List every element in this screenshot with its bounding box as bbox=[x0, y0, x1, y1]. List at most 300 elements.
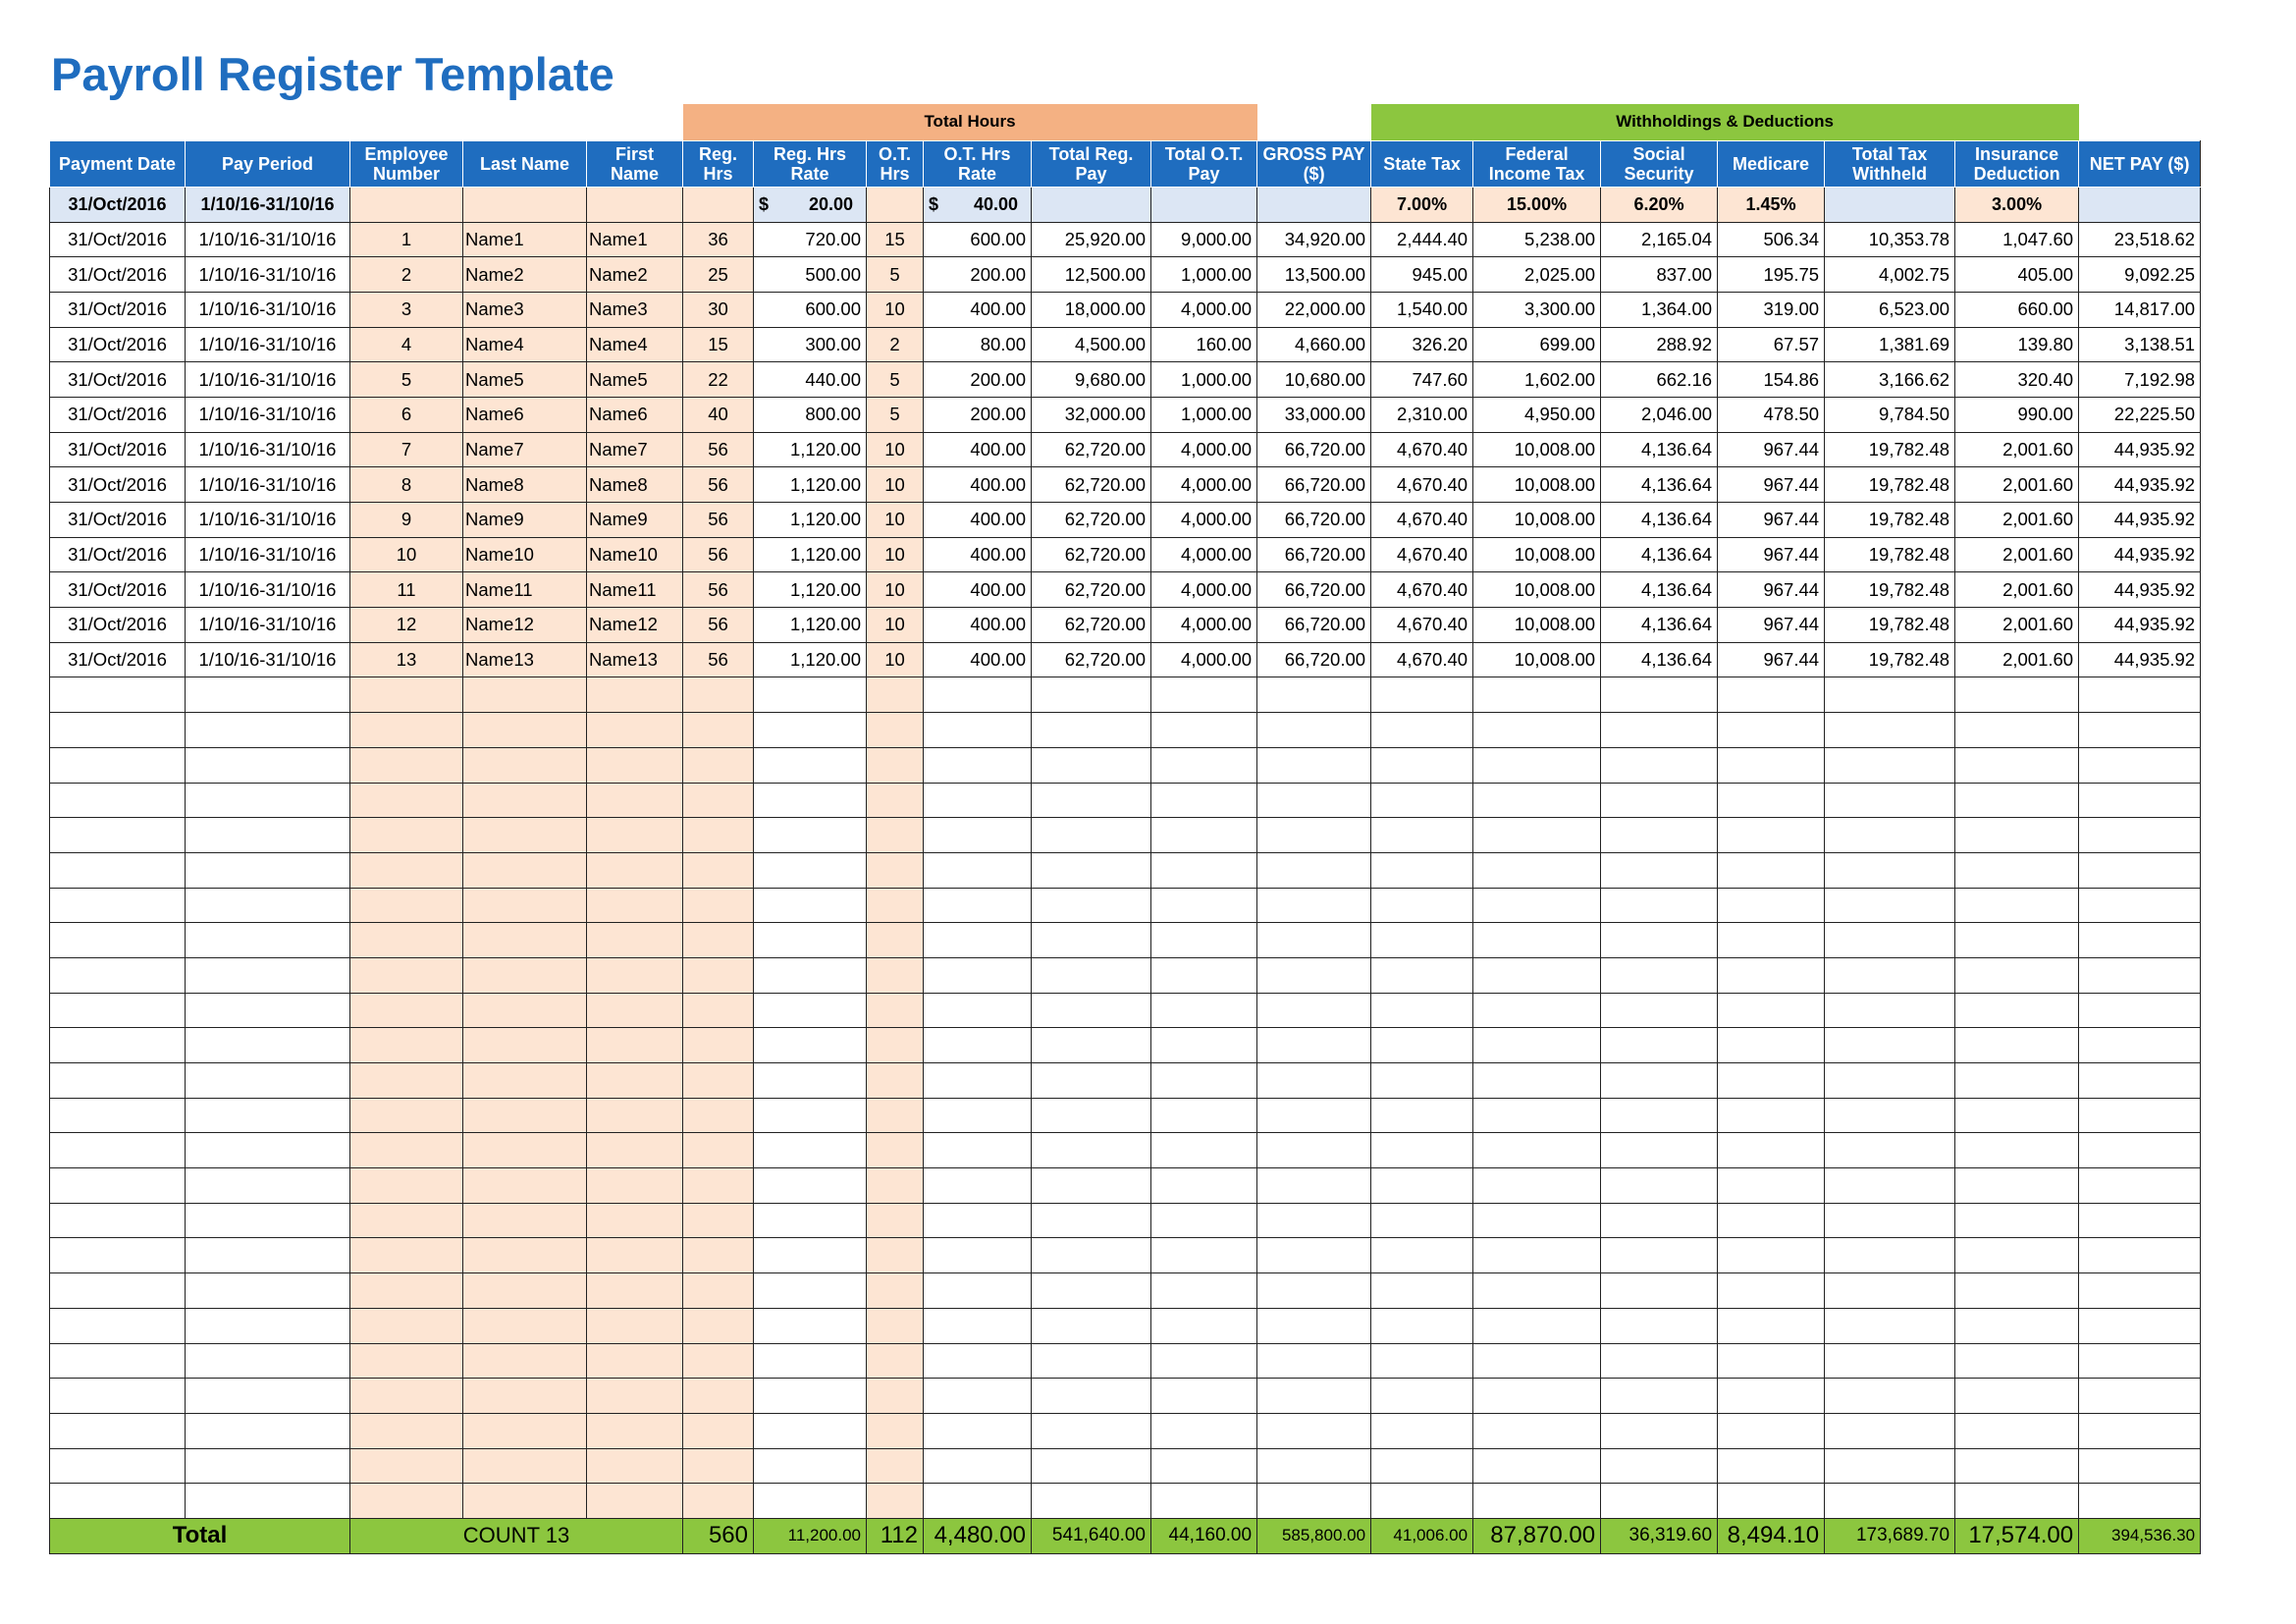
empty-cell[interactable] bbox=[1955, 1238, 2079, 1273]
empty-cell[interactable] bbox=[186, 713, 350, 748]
table-cell[interactable]: 2,001.60 bbox=[1955, 572, 2079, 608]
table-cell[interactable]: 4,000.00 bbox=[1151, 292, 1257, 327]
empty-cell[interactable] bbox=[587, 1028, 683, 1063]
empty-cell[interactable] bbox=[2079, 1203, 2201, 1238]
empty-cell[interactable] bbox=[463, 1308, 587, 1343]
table-cell[interactable]: Name12 bbox=[463, 608, 587, 643]
empty-cell[interactable] bbox=[1825, 1063, 1955, 1099]
table-cell[interactable]: 5 bbox=[867, 362, 924, 398]
empty-cell[interactable] bbox=[1257, 818, 1371, 853]
empty-cell[interactable] bbox=[1371, 1063, 1473, 1099]
table-cell[interactable]: 400.00 bbox=[924, 467, 1032, 503]
empty-cell[interactable] bbox=[350, 1063, 463, 1099]
empty-cell[interactable] bbox=[1257, 1448, 1371, 1484]
empty-cell[interactable] bbox=[867, 747, 924, 783]
empty-cell[interactable] bbox=[1825, 923, 1955, 958]
empty-cell[interactable] bbox=[350, 713, 463, 748]
insurance-rate[interactable]: 3.00% bbox=[1955, 187, 2079, 222]
table-cell[interactable]: 400.00 bbox=[924, 608, 1032, 643]
table-cell[interactable]: 31/Oct/2016 bbox=[50, 642, 186, 677]
empty-cell[interactable] bbox=[1718, 852, 1825, 888]
empty-cell[interactable] bbox=[1601, 1203, 1718, 1238]
table-cell[interactable]: Name11 bbox=[587, 572, 683, 608]
empty-cell[interactable] bbox=[587, 783, 683, 818]
empty-cell[interactable] bbox=[350, 1238, 463, 1273]
empty-cell[interactable] bbox=[2079, 677, 2201, 713]
rate-empty-cell[interactable] bbox=[1032, 187, 1151, 222]
empty-cell[interactable] bbox=[1151, 1063, 1257, 1099]
table-cell[interactable]: Name9 bbox=[463, 503, 587, 538]
table-cell[interactable]: 200.00 bbox=[924, 362, 1032, 398]
empty-cell[interactable] bbox=[1371, 677, 1473, 713]
empty-cell[interactable] bbox=[924, 852, 1032, 888]
rate-pay-period[interactable]: 1/10/16-31/10/16 bbox=[186, 187, 350, 222]
table-cell[interactable]: 4,136.64 bbox=[1601, 432, 1718, 467]
table-cell[interactable]: 967.44 bbox=[1718, 642, 1825, 677]
empty-cell[interactable] bbox=[867, 1343, 924, 1379]
empty-cell[interactable] bbox=[1601, 1448, 1718, 1484]
table-cell[interactable]: 44,935.92 bbox=[2079, 572, 2201, 608]
table-cell[interactable]: Name5 bbox=[463, 362, 587, 398]
table-cell[interactable]: 1/10/16-31/10/16 bbox=[186, 503, 350, 538]
table-cell[interactable]: 200.00 bbox=[924, 397, 1032, 432]
empty-cell[interactable] bbox=[1151, 783, 1257, 818]
table-cell[interactable]: Name3 bbox=[463, 292, 587, 327]
empty-cell[interactable] bbox=[1825, 1203, 1955, 1238]
rate-empty-cell[interactable] bbox=[683, 187, 754, 222]
empty-cell[interactable] bbox=[587, 1484, 683, 1519]
empty-cell[interactable] bbox=[1032, 783, 1151, 818]
empty-cell[interactable] bbox=[1955, 1273, 2079, 1309]
table-cell[interactable]: 4,000.00 bbox=[1151, 503, 1257, 538]
table-cell[interactable]: 10 bbox=[350, 537, 463, 572]
empty-cell[interactable] bbox=[754, 713, 867, 748]
rate-payment-date[interactable]: 31/Oct/2016 bbox=[50, 187, 186, 222]
table-cell[interactable]: 10 bbox=[867, 503, 924, 538]
table-cell[interactable]: 967.44 bbox=[1718, 608, 1825, 643]
table-cell[interactable]: 56 bbox=[683, 467, 754, 503]
table-cell[interactable]: 1/10/16-31/10/16 bbox=[186, 362, 350, 398]
empty-cell[interactable] bbox=[2079, 923, 2201, 958]
table-cell[interactable]: 11 bbox=[350, 572, 463, 608]
empty-cell[interactable] bbox=[1473, 747, 1601, 783]
table-cell[interactable]: 67.57 bbox=[1718, 327, 1825, 362]
table-cell[interactable]: 400.00 bbox=[924, 292, 1032, 327]
table-cell[interactable]: 56 bbox=[683, 537, 754, 572]
empty-cell[interactable] bbox=[1032, 1308, 1151, 1343]
empty-cell[interactable] bbox=[1955, 957, 2079, 993]
empty-cell[interactable] bbox=[683, 1238, 754, 1273]
table-cell[interactable]: 9,784.50 bbox=[1825, 397, 1955, 432]
table-cell[interactable]: Name8 bbox=[463, 467, 587, 503]
empty-cell[interactable] bbox=[1718, 1343, 1825, 1379]
empty-cell[interactable] bbox=[867, 1203, 924, 1238]
empty-cell[interactable] bbox=[1371, 1308, 1473, 1343]
empty-cell[interactable] bbox=[50, 888, 186, 923]
table-cell[interactable]: 699.00 bbox=[1473, 327, 1601, 362]
empty-cell[interactable] bbox=[587, 993, 683, 1028]
empty-cell[interactable] bbox=[2079, 818, 2201, 853]
empty-cell[interactable] bbox=[1032, 818, 1151, 853]
empty-cell[interactable] bbox=[1257, 1063, 1371, 1099]
empty-cell[interactable] bbox=[1601, 1133, 1718, 1168]
table-cell[interactable]: 10 bbox=[867, 572, 924, 608]
empty-cell[interactable] bbox=[1151, 1379, 1257, 1414]
empty-cell[interactable] bbox=[1601, 677, 1718, 713]
empty-cell[interactable] bbox=[683, 1448, 754, 1484]
table-cell[interactable]: 2,001.60 bbox=[1955, 642, 2079, 677]
empty-cell[interactable] bbox=[1151, 713, 1257, 748]
table-cell[interactable]: 9,000.00 bbox=[1151, 222, 1257, 257]
empty-cell[interactable] bbox=[924, 747, 1032, 783]
table-cell[interactable]: 19,782.48 bbox=[1825, 572, 1955, 608]
empty-cell[interactable] bbox=[754, 993, 867, 1028]
empty-cell[interactable] bbox=[186, 923, 350, 958]
table-cell[interactable]: 44,935.92 bbox=[2079, 608, 2201, 643]
empty-cell[interactable] bbox=[1032, 1133, 1151, 1168]
empty-cell[interactable] bbox=[924, 888, 1032, 923]
empty-cell[interactable] bbox=[463, 1238, 587, 1273]
empty-cell[interactable] bbox=[754, 1238, 867, 1273]
empty-cell[interactable] bbox=[350, 783, 463, 818]
empty-cell[interactable] bbox=[1718, 713, 1825, 748]
empty-cell[interactable] bbox=[1601, 1273, 1718, 1309]
table-cell[interactable]: 800.00 bbox=[754, 397, 867, 432]
table-cell[interactable]: 10,008.00 bbox=[1473, 467, 1601, 503]
empty-cell[interactable] bbox=[50, 713, 186, 748]
table-cell[interactable]: 10,008.00 bbox=[1473, 503, 1601, 538]
table-cell[interactable]: 62,720.00 bbox=[1032, 432, 1151, 467]
empty-cell[interactable] bbox=[1473, 1273, 1601, 1309]
empty-cell[interactable] bbox=[350, 1343, 463, 1379]
rate-empty-cell[interactable] bbox=[1825, 187, 1955, 222]
table-cell[interactable]: 6 bbox=[350, 397, 463, 432]
table-cell[interactable]: 62,720.00 bbox=[1032, 503, 1151, 538]
empty-cell[interactable] bbox=[1371, 1343, 1473, 1379]
rate-empty-cell[interactable] bbox=[1151, 187, 1257, 222]
empty-cell[interactable] bbox=[867, 1448, 924, 1484]
table-cell[interactable]: 6,523.00 bbox=[1825, 292, 1955, 327]
empty-cell[interactable] bbox=[350, 888, 463, 923]
empty-cell[interactable] bbox=[1718, 1484, 1825, 1519]
empty-cell[interactable] bbox=[1955, 993, 2079, 1028]
table-cell[interactable]: 4,000.00 bbox=[1151, 432, 1257, 467]
table-cell[interactable]: 662.16 bbox=[1601, 362, 1718, 398]
empty-cell[interactable] bbox=[867, 888, 924, 923]
empty-cell[interactable] bbox=[867, 1379, 924, 1414]
empty-cell[interactable] bbox=[1371, 1028, 1473, 1063]
empty-cell[interactable] bbox=[50, 1448, 186, 1484]
empty-cell[interactable] bbox=[1032, 713, 1151, 748]
empty-cell[interactable] bbox=[1151, 1203, 1257, 1238]
empty-cell[interactable] bbox=[1473, 1133, 1601, 1168]
empty-cell[interactable] bbox=[1032, 1028, 1151, 1063]
empty-cell[interactable] bbox=[1601, 713, 1718, 748]
empty-cell[interactable] bbox=[1955, 747, 2079, 783]
table-cell[interactable]: 160.00 bbox=[1151, 327, 1257, 362]
table-cell[interactable]: 4,136.64 bbox=[1601, 572, 1718, 608]
empty-cell[interactable] bbox=[1825, 1168, 1955, 1204]
table-cell[interactable]: Name9 bbox=[587, 503, 683, 538]
table-cell[interactable]: 2,001.60 bbox=[1955, 537, 2079, 572]
table-cell[interactable]: 19,782.48 bbox=[1825, 608, 1955, 643]
table-cell[interactable]: 66,720.00 bbox=[1257, 537, 1371, 572]
empty-cell[interactable] bbox=[1955, 888, 2079, 923]
empty-cell[interactable] bbox=[587, 1448, 683, 1484]
table-cell[interactable]: 2,001.60 bbox=[1955, 432, 2079, 467]
table-cell[interactable]: 1/10/16-31/10/16 bbox=[186, 432, 350, 467]
empty-cell[interactable] bbox=[587, 1168, 683, 1204]
empty-cell[interactable] bbox=[1718, 1413, 1825, 1448]
empty-cell[interactable] bbox=[1032, 888, 1151, 923]
table-cell[interactable]: 139.80 bbox=[1955, 327, 2079, 362]
empty-cell[interactable] bbox=[1955, 1448, 2079, 1484]
table-cell[interactable]: 10 bbox=[867, 432, 924, 467]
empty-cell[interactable] bbox=[924, 1063, 1032, 1099]
empty-cell[interactable] bbox=[2079, 888, 2201, 923]
table-cell[interactable]: 967.44 bbox=[1718, 572, 1825, 608]
empty-cell[interactable] bbox=[1257, 747, 1371, 783]
empty-cell[interactable] bbox=[1601, 888, 1718, 923]
table-cell[interactable]: 990.00 bbox=[1955, 397, 2079, 432]
table-cell[interactable]: 12,500.00 bbox=[1032, 257, 1151, 293]
empty-cell[interactable] bbox=[1825, 852, 1955, 888]
empty-cell[interactable] bbox=[1473, 1063, 1601, 1099]
empty-cell[interactable] bbox=[754, 818, 867, 853]
empty-cell[interactable] bbox=[1825, 1098, 1955, 1133]
table-cell[interactable]: Name1 bbox=[463, 222, 587, 257]
empty-cell[interactable] bbox=[587, 1063, 683, 1099]
medicare-rate[interactable]: 1.45% bbox=[1718, 187, 1825, 222]
table-cell[interactable]: Name6 bbox=[463, 397, 587, 432]
table-cell[interactable]: 1/10/16-31/10/16 bbox=[186, 397, 350, 432]
empty-cell[interactable] bbox=[463, 852, 587, 888]
empty-cell[interactable] bbox=[924, 1168, 1032, 1204]
empty-cell[interactable] bbox=[924, 1203, 1032, 1238]
empty-cell[interactable] bbox=[1473, 923, 1601, 958]
empty-cell[interactable] bbox=[683, 888, 754, 923]
empty-cell[interactable] bbox=[1151, 923, 1257, 958]
table-cell[interactable]: 56 bbox=[683, 642, 754, 677]
empty-cell[interactable] bbox=[754, 957, 867, 993]
empty-cell[interactable] bbox=[1151, 993, 1257, 1028]
table-cell[interactable]: Name4 bbox=[463, 327, 587, 362]
empty-cell[interactable] bbox=[754, 1063, 867, 1099]
reg-hrs-rate-input[interactable] bbox=[754, 187, 867, 222]
rate-empty-cell[interactable] bbox=[2079, 187, 2201, 222]
empty-cell[interactable] bbox=[683, 713, 754, 748]
empty-cell[interactable] bbox=[1151, 1308, 1257, 1343]
empty-cell[interactable] bbox=[1473, 713, 1601, 748]
empty-cell[interactable] bbox=[1955, 1098, 2079, 1133]
empty-cell[interactable] bbox=[50, 1308, 186, 1343]
empty-cell[interactable] bbox=[1151, 818, 1257, 853]
empty-cell[interactable] bbox=[1955, 1413, 2079, 1448]
empty-cell[interactable] bbox=[867, 818, 924, 853]
table-cell[interactable]: 4,002.75 bbox=[1825, 257, 1955, 293]
empty-cell[interactable] bbox=[1257, 852, 1371, 888]
table-cell[interactable]: 10,680.00 bbox=[1257, 362, 1371, 398]
empty-cell[interactable] bbox=[1825, 1413, 1955, 1448]
empty-cell[interactable] bbox=[186, 1098, 350, 1133]
table-cell[interactable]: Name12 bbox=[587, 608, 683, 643]
empty-cell[interactable] bbox=[350, 957, 463, 993]
empty-cell[interactable] bbox=[463, 1203, 587, 1238]
empty-cell[interactable] bbox=[754, 1133, 867, 1168]
empty-cell[interactable] bbox=[1032, 1098, 1151, 1133]
empty-cell[interactable] bbox=[924, 1133, 1032, 1168]
empty-cell[interactable] bbox=[1955, 1133, 2079, 1168]
table-cell[interactable]: 56 bbox=[683, 432, 754, 467]
empty-cell[interactable] bbox=[1257, 1413, 1371, 1448]
table-cell[interactable]: Name13 bbox=[587, 642, 683, 677]
empty-cell[interactable] bbox=[924, 1448, 1032, 1484]
table-cell[interactable]: 837.00 bbox=[1601, 257, 1718, 293]
empty-cell[interactable] bbox=[186, 1273, 350, 1309]
empty-cell[interactable] bbox=[1825, 1028, 1955, 1063]
table-cell[interactable]: 1,120.00 bbox=[754, 503, 867, 538]
empty-cell[interactable] bbox=[1151, 1098, 1257, 1133]
empty-cell[interactable] bbox=[1601, 852, 1718, 888]
table-cell[interactable]: 66,720.00 bbox=[1257, 642, 1371, 677]
table-cell[interactable]: 1/10/16-31/10/16 bbox=[186, 222, 350, 257]
empty-cell[interactable] bbox=[924, 818, 1032, 853]
table-cell[interactable]: 2,001.60 bbox=[1955, 503, 2079, 538]
table-cell[interactable]: 2,444.40 bbox=[1371, 222, 1473, 257]
empty-cell[interactable] bbox=[186, 1238, 350, 1273]
table-cell[interactable]: 2,310.00 bbox=[1371, 397, 1473, 432]
empty-cell[interactable] bbox=[463, 818, 587, 853]
empty-cell[interactable] bbox=[1601, 1063, 1718, 1099]
empty-cell[interactable] bbox=[2079, 957, 2201, 993]
table-cell[interactable]: 320.40 bbox=[1955, 362, 2079, 398]
empty-cell[interactable] bbox=[186, 818, 350, 853]
empty-cell[interactable] bbox=[2079, 783, 2201, 818]
empty-cell[interactable] bbox=[1718, 783, 1825, 818]
empty-cell[interactable] bbox=[1473, 1379, 1601, 1414]
empty-cell[interactable] bbox=[50, 1203, 186, 1238]
empty-cell[interactable] bbox=[867, 1063, 924, 1099]
table-cell[interactable]: 31/Oct/2016 bbox=[50, 537, 186, 572]
table-cell[interactable]: 967.44 bbox=[1718, 432, 1825, 467]
table-cell[interactable]: 326.20 bbox=[1371, 327, 1473, 362]
table-cell[interactable]: 4,660.00 bbox=[1257, 327, 1371, 362]
empty-cell[interactable] bbox=[350, 1379, 463, 1414]
empty-cell[interactable] bbox=[1473, 1484, 1601, 1519]
empty-cell[interactable] bbox=[754, 1448, 867, 1484]
empty-cell[interactable] bbox=[350, 747, 463, 783]
empty-cell[interactable] bbox=[683, 1379, 754, 1414]
empty-cell[interactable] bbox=[186, 1133, 350, 1168]
empty-cell[interactable] bbox=[683, 677, 754, 713]
empty-cell[interactable] bbox=[50, 1168, 186, 1204]
table-cell[interactable]: 8 bbox=[350, 467, 463, 503]
table-cell[interactable]: 14,817.00 bbox=[2079, 292, 2201, 327]
table-cell[interactable]: Name5 bbox=[587, 362, 683, 398]
table-cell[interactable]: 4,000.00 bbox=[1151, 572, 1257, 608]
table-cell[interactable]: 10,008.00 bbox=[1473, 537, 1601, 572]
empty-cell[interactable] bbox=[463, 713, 587, 748]
table-cell[interactable]: 967.44 bbox=[1718, 537, 1825, 572]
empty-cell[interactable] bbox=[463, 677, 587, 713]
table-cell[interactable]: 1/10/16-31/10/16 bbox=[186, 292, 350, 327]
empty-cell[interactable] bbox=[754, 1273, 867, 1309]
empty-cell[interactable] bbox=[924, 1028, 1032, 1063]
social-security-rate[interactable]: 6.20% bbox=[1601, 187, 1718, 222]
empty-cell[interactable] bbox=[1825, 677, 1955, 713]
table-cell[interactable]: 31/Oct/2016 bbox=[50, 467, 186, 503]
empty-cell[interactable] bbox=[1257, 1168, 1371, 1204]
empty-cell[interactable] bbox=[2079, 1168, 2201, 1204]
table-cell[interactable]: 4,670.40 bbox=[1371, 503, 1473, 538]
table-cell[interactable]: 1,000.00 bbox=[1151, 362, 1257, 398]
table-cell[interactable]: 23,518.62 bbox=[2079, 222, 2201, 257]
empty-cell[interactable] bbox=[1718, 1168, 1825, 1204]
empty-cell[interactable] bbox=[924, 1484, 1032, 1519]
table-cell[interactable]: 1,120.00 bbox=[754, 467, 867, 503]
table-cell[interactable]: 66,720.00 bbox=[1257, 467, 1371, 503]
empty-cell[interactable] bbox=[463, 1063, 587, 1099]
empty-cell[interactable] bbox=[1257, 1133, 1371, 1168]
empty-cell[interactable] bbox=[1257, 1098, 1371, 1133]
empty-cell[interactable] bbox=[1473, 1413, 1601, 1448]
table-cell[interactable]: 2,025.00 bbox=[1473, 257, 1601, 293]
empty-cell[interactable] bbox=[1955, 1063, 2079, 1099]
empty-cell[interactable] bbox=[1601, 1413, 1718, 1448]
empty-cell[interactable] bbox=[867, 1308, 924, 1343]
empty-cell[interactable] bbox=[683, 1413, 754, 1448]
empty-cell[interactable] bbox=[463, 1273, 587, 1309]
empty-cell[interactable] bbox=[50, 1273, 186, 1309]
table-cell[interactable]: 4,670.40 bbox=[1371, 467, 1473, 503]
empty-cell[interactable] bbox=[1955, 1484, 2079, 1519]
empty-cell[interactable] bbox=[867, 1484, 924, 1519]
table-cell[interactable]: 5,238.00 bbox=[1473, 222, 1601, 257]
table-cell[interactable]: 31/Oct/2016 bbox=[50, 222, 186, 257]
table-cell[interactable]: 7 bbox=[350, 432, 463, 467]
table-cell[interactable]: 400.00 bbox=[924, 642, 1032, 677]
table-cell[interactable]: 4,670.40 bbox=[1371, 537, 1473, 572]
table-cell[interactable]: 4,000.00 bbox=[1151, 467, 1257, 503]
empty-cell[interactable] bbox=[463, 747, 587, 783]
empty-cell[interactable] bbox=[463, 1028, 587, 1063]
empty-cell[interactable] bbox=[186, 1448, 350, 1484]
empty-cell[interactable] bbox=[683, 923, 754, 958]
empty-cell[interactable] bbox=[186, 1308, 350, 1343]
empty-cell[interactable] bbox=[350, 993, 463, 1028]
table-cell[interactable]: Name7 bbox=[463, 432, 587, 467]
empty-cell[interactable] bbox=[1955, 1168, 2079, 1204]
empty-cell[interactable] bbox=[1473, 1028, 1601, 1063]
table-cell[interactable]: 1,000.00 bbox=[1151, 257, 1257, 293]
empty-cell[interactable] bbox=[1955, 1203, 2079, 1238]
empty-cell[interactable] bbox=[1601, 783, 1718, 818]
empty-cell[interactable] bbox=[1032, 1063, 1151, 1099]
empty-cell[interactable] bbox=[2079, 747, 2201, 783]
table-cell[interactable]: 34,920.00 bbox=[1257, 222, 1371, 257]
empty-cell[interactable] bbox=[1371, 1238, 1473, 1273]
table-cell[interactable]: Name1 bbox=[587, 222, 683, 257]
empty-cell[interactable] bbox=[1257, 1379, 1371, 1414]
empty-cell[interactable] bbox=[867, 1098, 924, 1133]
table-cell[interactable]: 5 bbox=[867, 257, 924, 293]
table-cell[interactable]: 12 bbox=[350, 608, 463, 643]
empty-cell[interactable] bbox=[50, 1238, 186, 1273]
empty-cell[interactable] bbox=[1473, 783, 1601, 818]
empty-cell[interactable] bbox=[1955, 783, 2079, 818]
table-cell[interactable]: 4,000.00 bbox=[1151, 642, 1257, 677]
empty-cell[interactable] bbox=[1032, 1273, 1151, 1309]
